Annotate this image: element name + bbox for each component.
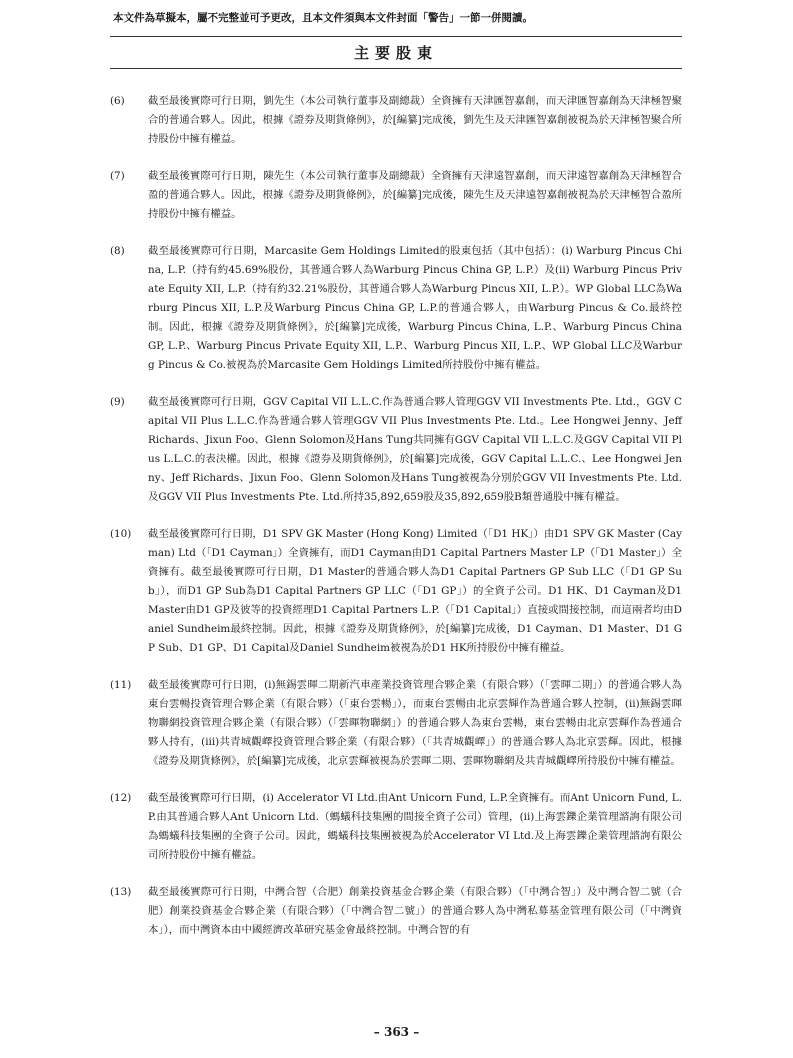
note-item-6 (110, 92, 682, 149)
note-text: 截至最後實際可行日期，(i)無錫雲暉二期新汽車產業投資管理合夥企業（有限合夥）（「雲暉二期」）的普通合夥人為東台雲暢投資管理合夥企業（有限合夥）（「東台雲暢」），而東台雲暢由北京雲輝作為普通合夥人控制，(ii)無錫雲暉物聯網投資管理合夥企業（有限合夥）（「雲暉物聯網」）的普通合夥人為東台雲暢，東台雲暢由北京雲輝作為普通合夥人持有，(iii)共青城觀嶧投資管理合夥企業（有限合夥）（「共青城觀嶧」）的普通合夥人為北京雲輝。因此，根據《證券及期貨條例》，於[編纂]完成後，北京雲輝被視為於雲暉二期、雲暉物聯網及共青城觀嶧所持股份中擁有權益。 (148, 679, 682, 767)
note-text: 截至最後實際可行日期，陳先生（本公司執行董事及副總裁）全資擁有天津遠智嘉創，而天津遠智嘉創為天津極智合盈的普通合夥人。因此，根據《證券及期貨條例》，於[編纂]完成後，陳先生及天津遠智嘉創被視為於天津極智合盈所持股份中擁有權益。 (148, 170, 682, 220)
note-item-12 (110, 789, 682, 865)
header-rule-bottom (110, 68, 682, 69)
note-number: (13) (110, 886, 132, 898)
header-rule-top (110, 36, 682, 37)
draft-warning-header: 本文件為草擬本，屬不完整並可予更改，且本文件須與本文件封面「警告」一節一併閱讀。 (113, 12, 533, 24)
note-text: 截至最後實際可行日期，GGV Capital VII L.L.C.作為普通合夥人管理GGV VII Investments Pte. Ltd.，GGV Capital VII Plus L.L.C.作為普通合夥人管理GGV VII Plus Investments Pte. Ltd.。Lee Hongwei Jenny、Jeff Richards、Jixun Foo、Glenn Solomon及Hans Tung共同擁有GGV Capital VII L.L.C.及GGV Capital VII Plus L.L.C.的表決權。因此，根據《證券及期貨條例》，於[編纂]完成後，GGV Capital L.L.C.、Lee Hongwei Jenny、Jeff Richards、Jixun Foo、Glenn Solomon及Hans Tung被視為分別於GGV VII Investments Pte. Ltd.及GGV VII Plus Investments Pte. Ltd.所持35,892,659股及35,892,659股B類普通股中擁有權益。 (148, 396, 682, 503)
note-text: 截至最後實際可行日期，D1 SPV GK Master (Hong Kong) Limited（「D1 HK」）由D1 SPV GK Master (Cayman) Ltd（「D1 Cayman」）全資擁有，而D1 Cayman由D1 Capital Partners Master LP（「D1 Master」）全資擁有。截至最後實際可行日期，D1 Master的普通合夥人為D1 Capital Partners GP Sub LLC（「D1 GP Sub」），而D1 GP Sub為D1 Capital Partners GP LLC（「D1 GP」）的全資子公司。D1 HK、D1 Cayman及D1 Master由D1 GP及彼等的投資經理D1 Capital Partners L.P.（「D1 Capital」）直接或間接控制，而這兩者均由Daniel Sundheim最終控制。因此，根據《證券及期貨條例》，於[編纂]完成後，D1 Cayman、D1 Master、D1 GP Sub、D1 GP、D1 Capital及Daniel Sundheim被視為於D1 HK所持股份中擁有權益。 (148, 528, 682, 654)
note-number: (11) (110, 679, 132, 691)
note-text: 截至最後實際可行日期，Marcasite Gem Holdings Limited的股東包括（其中包括）：(i) Warburg Pincus China, L.P.（持有約45.69%股份，其普通合夥人為Warburg Pincus China GP, L.P.）及(ii) Warburg Pincus Private Equity XII, L.P.（持有約32.21%股份，其普通合夥人為Warburg Pincus XII, L.P.）。WP Global LLC為Warburg Pincus XII, L.P.及Warburg Pincus China GP, L.P.的普通合夥人，由Warburg Pincus & Co.最終控制。因此，根據《證券及期貨條例》，於[編纂]完成後，Warburg Pincus China, L.P.、Warburg Pincus China GP, L.P.、Warburg Pincus Private Equity XII, L.P.、Warburg Pincus XII, L.P.、WP Global LLC及Warburg Pincus & Co.被視為於Marcasite Gem Holdings Limited所持股份中擁有權益。 (148, 245, 682, 371)
section-title: 主要股東 (353, 44, 438, 62)
note-number: (7) (110, 170, 125, 182)
note-text: 截至最後實際可行日期，中灣合智（合肥）創業投資基金合夥企業（有限合夥）（「中灣合智」）及中灣合智二號（合肥）創業投資基金合夥企業（有限合夥）（「中灣合智二號」）的普通合夥人為中灣私募基金管理有限公司（「中灣資本」），而中灣資本由中國經濟改革研究基金會最終控制。中灣合智的有 (148, 886, 682, 936)
page-number: – 363 – (373, 1025, 420, 1039)
note-item-7 (110, 167, 682, 224)
note-number: (8) (110, 245, 125, 257)
note-item-11 (110, 676, 682, 771)
note-item-10 (110, 525, 682, 658)
note-text: 截至最後實際可行日期，劉先生（本公司執行董事及副總裁）全資擁有天津匯智嘉創，而天津匯智嘉創為天津極智聚合的普通合夥人。因此，根據《證券及期貨條例》，於[編纂]完成後，劉先生及天津匯智嘉創被視為於天津極智聚合所持股份中擁有權益。 (148, 95, 682, 145)
note-number: (12) (110, 792, 132, 804)
note-text: 截至最後實際可行日期，(i) Accelerator VI Ltd.由Ant Unicorn Fund, L.P.全資擁有。而Ant Unicorn Fund, L.P.由其普通合夥人Ant Unicorn Ltd.（螞蟻科技集團的間接全資子公司）管理，(ii)上海雲鑠企業管理諮詢有限公司為螞蟻科技集團的全資子公司。因此，螞蟻科技集團被視為於Accelerator VI Ltd.及上海雲鑠企業管理諮詢有限公司所持股份中擁有權益。 (148, 792, 682, 861)
note-item-9 (110, 393, 682, 507)
note-item-8 (110, 242, 682, 375)
note-item-13 (110, 883, 682, 940)
note-number: (6) (110, 95, 125, 107)
note-number: (10) (110, 528, 132, 540)
notes-list (110, 92, 682, 940)
note-number: (9) (110, 396, 125, 408)
